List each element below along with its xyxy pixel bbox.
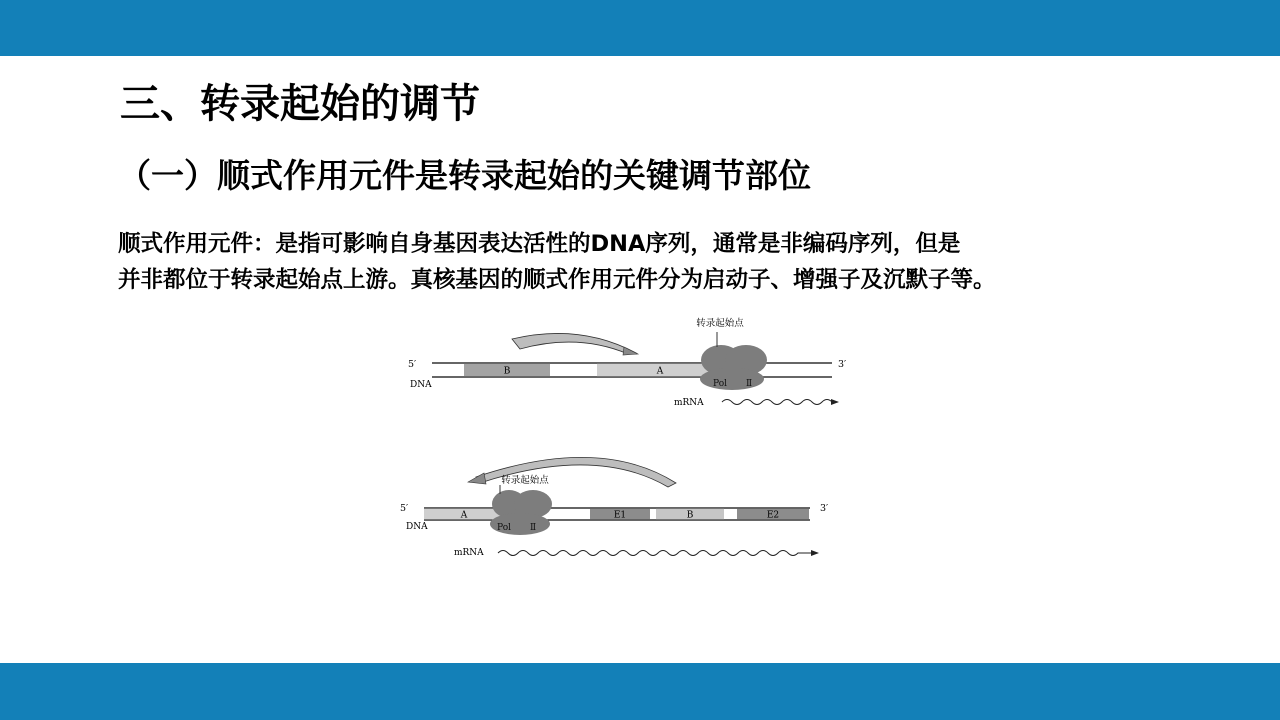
bottom-5prime: 5′ xyxy=(400,503,409,514)
slide-title: 三、转录起始的调节 xyxy=(120,81,480,127)
bottom-element-e1-label: E1 xyxy=(613,510,627,521)
slide-subtitle: （一）顺式作用元件是转录起始的关键调节部位 xyxy=(118,156,811,195)
bottom-start-label: 转录起始点 xyxy=(501,475,549,486)
definition-text xyxy=(118,226,1238,298)
definition-line-2: 并非都位于转录起始点上游。真核基因的顺式作用元件分为启动子、增强子及沉默子等。 xyxy=(118,267,996,293)
cis-element-diagram xyxy=(380,305,860,575)
top-panel xyxy=(408,317,846,408)
bottom-element-a-label: A xyxy=(460,510,468,521)
bottom-element-e2-label: E2 xyxy=(766,510,780,521)
bottom-element-b-label: B xyxy=(686,510,694,521)
top-polymerase xyxy=(700,345,767,390)
top-regulation-arrow xyxy=(512,333,636,354)
bottom-dna-label: DNA xyxy=(406,522,428,532)
top-5prime: 5′ xyxy=(408,359,417,370)
bottom-banner xyxy=(0,663,1280,720)
top-3prime: 3′ xyxy=(838,359,847,370)
top-mrna-label: mRNA xyxy=(674,398,704,408)
top-arrow-tip xyxy=(623,347,638,355)
top-banner xyxy=(0,0,1280,56)
bottom-pol-roman: Ⅱ xyxy=(529,523,537,533)
top-element-a-label: A xyxy=(656,366,664,377)
top-pol-label: Pol xyxy=(713,379,727,389)
bottom-arrow-tip xyxy=(468,473,486,484)
bottom-pol-label: Pol xyxy=(497,523,511,533)
bottom-mrna-wave xyxy=(498,551,818,556)
top-pol-roman: Ⅱ xyxy=(745,379,753,389)
bottom-panel xyxy=(400,457,828,558)
top-mrna-wave xyxy=(722,400,838,405)
top-element-b-label: B xyxy=(503,366,511,377)
top-start-label: 转录起始点 xyxy=(696,318,744,329)
definition-line-1: 顺式作用元件：是指可影响自身基因表达活性的DNA序列，通常是非编码序列，但是 xyxy=(118,231,961,257)
bottom-mrna-label: mRNA xyxy=(454,548,484,558)
top-dna-label: DNA xyxy=(410,380,432,390)
bottom-3prime: 3′ xyxy=(820,503,829,514)
